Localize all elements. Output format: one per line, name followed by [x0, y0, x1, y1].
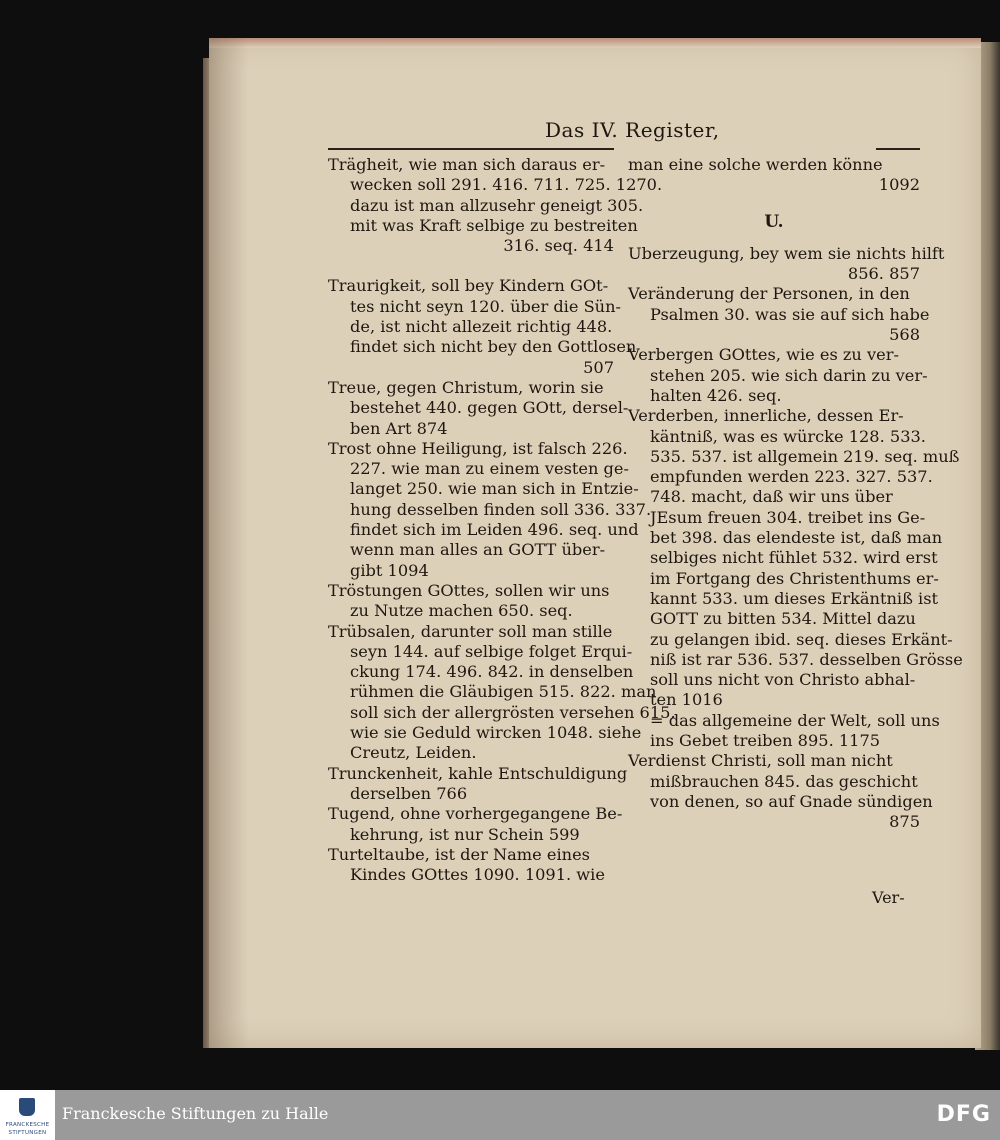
entry-line: findet sich im Leiden 496. seq. und	[350, 520, 639, 540]
entry-headword-line: Turteltaube, ist der Name eines	[328, 844, 590, 864]
index-entry	[328, 581, 614, 622]
entry-line: GOTT zu bitten 534. Mittel dazu	[650, 609, 916, 629]
entry-line: kannt 533. um dieses Erkäntniß ist	[650, 588, 939, 608]
entry-line: ten 1016	[650, 690, 723, 710]
entry-headword-line: Trübsalen, darunter soll man stille	[328, 621, 613, 641]
entry-line: hung desselben finden soll 336. 337.	[350, 499, 652, 519]
francke-logo-icon	[19, 1098, 35, 1116]
entry-line: rühmen die Gläubigen 515. 822. man	[350, 682, 657, 702]
left-column	[328, 155, 676, 885]
entry-line: derselben 766	[350, 783, 468, 803]
institution-name[interactable]: Franckesche Stiftungen zu Halle	[62, 1104, 329, 1123]
entry-line: kehrung, ist nur Schein 599	[350, 824, 580, 844]
entry-line: 875	[889, 812, 920, 832]
entry-line: wecken soll 291. 416. 711. 725. 1270.	[350, 175, 663, 195]
index-entry	[328, 276, 637, 377]
entry-line: 748. macht, daß wir uns über	[650, 487, 893, 507]
index-entry	[328, 377, 629, 439]
entry-line: soll sich der allergrösten versehen 615.	[350, 702, 676, 722]
entry-line: halten 426. seq.	[650, 385, 782, 405]
entry-headword-line: Verderben, innerliche, dessen Er-	[628, 406, 904, 426]
logo-caption-line2: STIFTUNGEN	[8, 1130, 47, 1136]
entry-line: mit was Kraft selbige zu bestreiten	[350, 215, 638, 235]
entry-line: 856. 857	[847, 264, 920, 284]
index-entry	[628, 284, 930, 345]
entry-gap	[328, 256, 614, 276]
entry-line: seyn 144. auf selbige folget Erqui-	[350, 641, 633, 661]
page-header: Das IV. Register,	[545, 118, 720, 142]
dfg-logo[interactable]: DFG	[936, 1102, 991, 1127]
footer-bar	[0, 1090, 1000, 1140]
entry-headword-line: man eine solche werden könne	[628, 155, 883, 174]
entry-line: JEsum freuen 304. treibet ins Ge-	[650, 507, 926, 527]
entry-line: Kindes GOttes 1090. 1091. wie	[350, 865, 605, 885]
entry-line: zu gelangen ibid. seq. dieses Erkänt-	[650, 629, 953, 649]
entry-line: niß ist rar 536. 537. desselben Grösse	[650, 649, 963, 669]
entry-line: 535. 537. ist allgemein 219. seq. muß	[650, 446, 960, 466]
index-entry	[628, 243, 945, 285]
entry-headword-line: Veränderung der Personen, in den	[628, 284, 910, 304]
entry-line: von denen, so auf Gnade sündigen	[650, 791, 933, 811]
entry-headword-line: Traurigkeit, soll bey Kindern GOt-	[328, 276, 609, 296]
index-entry	[628, 345, 928, 406]
entry-line: mißbrauchen 845. das geschicht	[650, 771, 918, 791]
entry-headword-line: Uberzeugung, bey wem sie nichts hilft	[628, 243, 945, 263]
entry-headword-line: Verbergen GOttes, wie es zu ver-	[628, 345, 899, 365]
entry-headword-line: Trunckenheit, kahle Entschuldigung	[328, 763, 628, 783]
entry-line: bet 398. das elendeste ist, daß man	[650, 528, 943, 548]
entry-line: Creutz, Leiden.	[350, 743, 477, 763]
catchword: Ver-	[872, 888, 905, 907]
index-entry	[628, 406, 963, 751]
entry-line: 227. wie man zu einem vesten ge-	[350, 459, 629, 479]
entry-line: stehen 205. wie sich darin zu ver-	[650, 365, 928, 385]
entry-headword-line: Trägheit, wie man sich daraus er-	[328, 155, 606, 174]
entry-line: ckung 174. 496. 842. in denselben	[350, 662, 634, 682]
entry-line: de, ist nicht allezeit richtig 448.	[350, 317, 613, 337]
entry-line: wenn man alles an GOTT über-	[350, 540, 606, 560]
entry-line: tes nicht seyn 120. über die Sün-	[350, 296, 621, 316]
index-entry	[328, 155, 663, 256]
entry-line: 568	[889, 325, 920, 345]
entry-line: wie sie Geduld wircken 1048. siehe	[350, 723, 642, 743]
entry-line: gibt 1094	[350, 560, 429, 580]
entry-line: dazu ist man allzusehr geneigt 305.	[350, 195, 644, 215]
institution-logo[interactable]	[0, 1090, 55, 1140]
entry-line: = das allgemeine der Welt, soll uns	[650, 710, 940, 730]
logo-caption-line1: FRANCKESCHE	[5, 1122, 50, 1128]
entry-line: empfunden werden 223. 327. 537.	[650, 467, 933, 487]
index-entry	[328, 845, 614, 886]
entry-line: im Fortgang des Christenthums er-	[650, 568, 939, 588]
entry-line: 1092	[878, 175, 920, 195]
entry-line: ins Gebet treiben 895. 1175	[650, 731, 881, 751]
entry-line: ben Art 874	[350, 418, 448, 438]
entry-line: selbiges nicht fühlet 532. wird erst	[650, 548, 938, 568]
index-entry	[328, 438, 652, 581]
index-entry	[628, 751, 933, 832]
entry-headword-line: Treue, gegen Christum, worin sie	[328, 377, 604, 397]
right-column	[628, 155, 963, 833]
entry-line: langet 250. wie man sich in Entzie-	[350, 479, 639, 499]
entry-line: zu Nutze machen 650. seq.	[350, 601, 573, 621]
entry-headword-line: Trost ohne Heiligung, ist falsch 226.	[328, 438, 628, 458]
entry-line: 316. seq. 414	[503, 236, 614, 256]
entry-line: findet sich nicht bey den Gottlosen	[350, 337, 637, 357]
entry-line: bestehet 440. gegen GOtt, dersel-	[350, 398, 629, 418]
entry-line: soll uns nicht von Christo abhal-	[650, 670, 916, 690]
index-entry	[628, 155, 920, 196]
index-entry	[328, 804, 623, 845]
entry-headword-line: Tröstungen GOttes, sollen wir uns	[328, 580, 610, 600]
entry-headword-line: Tugend, ohne vorhergegangene Be-	[328, 804, 623, 824]
header-rule-right	[876, 148, 920, 150]
entry-line: käntniß, was es würcke 128. 533.	[650, 426, 926, 446]
index-entry	[328, 763, 628, 805]
section-letter: U.	[764, 211, 784, 232]
entry-line: 507	[583, 357, 614, 377]
header-rule-left	[328, 148, 614, 150]
index-entry	[328, 621, 676, 764]
entry-headword-line: Verdienst Christi, soll man nicht	[628, 751, 893, 771]
entry-line: Psalmen 30. was sie auf sich habe	[650, 304, 930, 324]
